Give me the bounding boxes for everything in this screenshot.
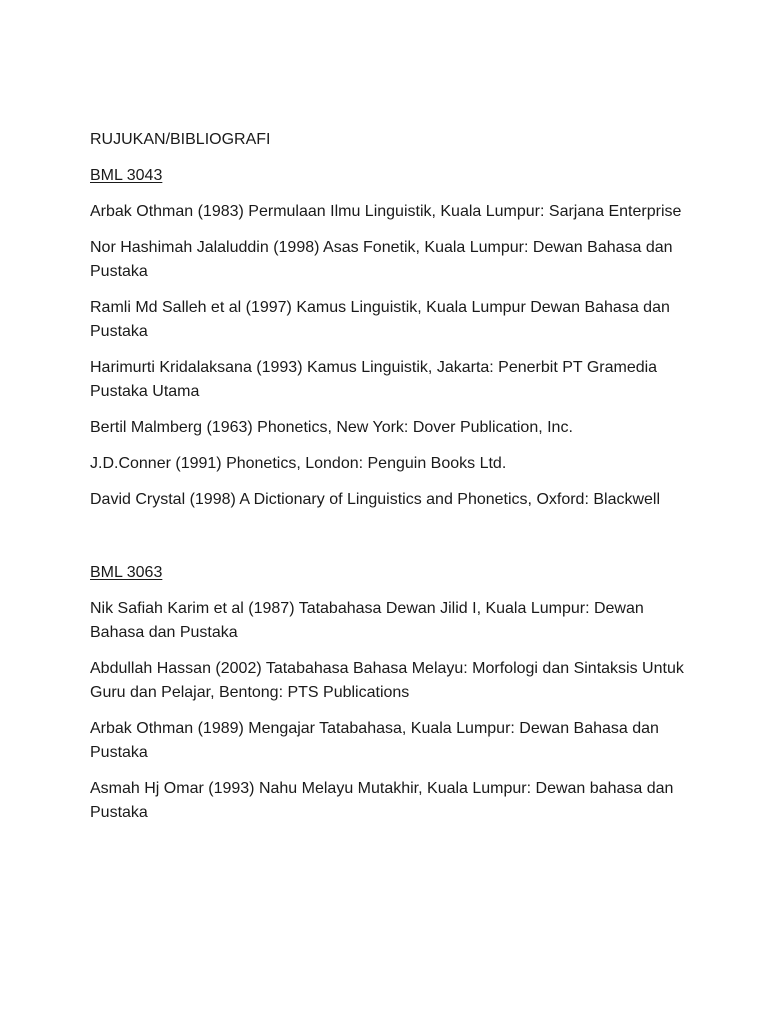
bibliography-entry: J.D.Conner (1991) Phonetics, London: Penguin Books Ltd.	[90, 455, 507, 472]
bibliography-entry: Nor Hashimah Jalaluddin (1998) Asas Fonetik, Kuala Lumpur: Dewan Bahasa dan Pustaka	[90, 239, 673, 280]
bibliography-entry: Asmah Hj Omar (1993) Nahu Melayu Mutakhir, Kuala Lumpur: Dewan bahasa dan Pustaka	[90, 780, 674, 821]
section-bml-3063	[90, 561, 690, 825]
bibliography-entry: David Crystal (1998) A Dictionary of Linguistics and Phonetics, Oxford: Blackwell	[90, 491, 661, 508]
section-bml-3043	[90, 164, 690, 512]
section-code: BML 3063	[90, 564, 163, 581]
document-page	[90, 128, 690, 837]
bibliography-entry: Arbak Othman (1983) Permulaan Ilmu Linguistik, Kuala Lumpur: Sarjana Enterprise	[90, 203, 682, 220]
bibliography-entry: Ramli Md Salleh et al (1997) Kamus Linguistik, Kuala Lumpur Dewan Bahasa dan Pustaka	[90, 299, 670, 340]
bibliography-entry: Abdullah Hassan (2002) Tatabahasa Bahasa Melayu: Morfologi dan Sintaksis Untuk Guru dan Pelajar, Bentong: PTS Publications	[90, 660, 684, 701]
document-title: RUJUKAN/BIBLIOGRAFI	[90, 131, 271, 148]
bibliography-entry: Arbak Othman (1989) Mengajar Tatabahasa, Kuala Lumpur: Dewan Bahasa dan Pustaka	[90, 720, 659, 761]
bibliography-entry: Nik Safiah Karim et al (1987) Tatabahasa Dewan Jilid I, Kuala Lumpur: Dewan Bahasa dan Pustaka	[90, 600, 644, 641]
bibliography-entry: Harimurti Kridalaksana (1993) Kamus Linguistik, Jakarta: Penerbit PT Gramedia Pustaka Utama	[90, 359, 658, 400]
section-code: BML 3043	[90, 167, 163, 184]
section-spacer	[90, 524, 690, 561]
bibliography-entry: Bertil Malmberg (1963) Phonetics, New York: Dover Publication, Inc.	[90, 419, 573, 436]
